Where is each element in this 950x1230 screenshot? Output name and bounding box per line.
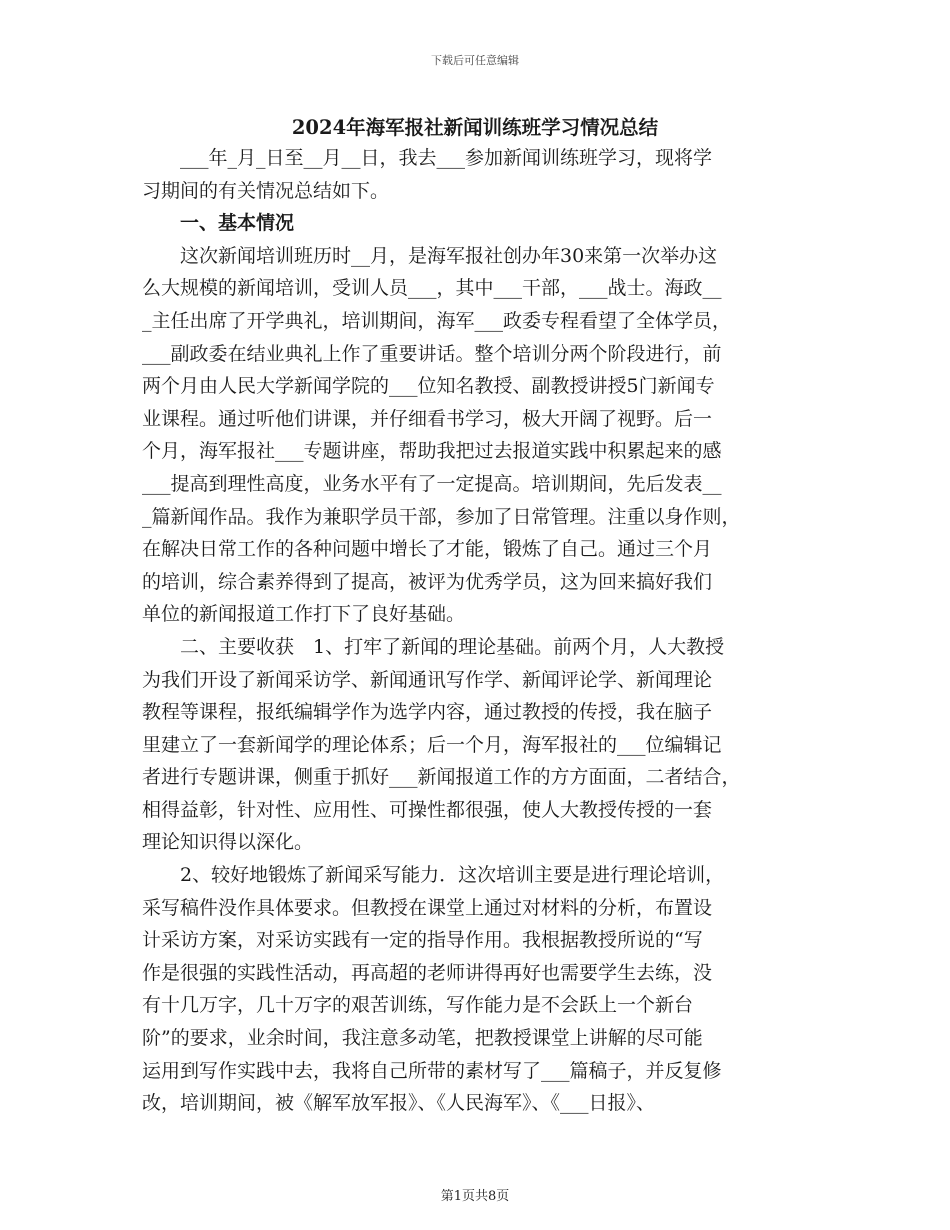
- body-line: 业课程。通过听他们讲课，并仔细看书学习，极大开阔了视野。后一: [142, 407, 713, 430]
- body-line: 有十几万字，几十万字的艰苦训练，写作能力是不会跃上一个新台: [142, 994, 694, 1017]
- body-line: 相得益彰，针对性、应用性、可操性都很强，使人大教授传授的一套: [142, 798, 713, 821]
- document-body: [142, 142, 808, 1120]
- body-line: 2、较好地锻炼了新闻采写能力．这次培训主要是进行理论培训，: [142, 864, 725, 887]
- body-line: 里建立了一套新闻学的理论体系；后一个月，海军报社的___位编辑记: [142, 733, 722, 756]
- body-line: 么大规模的新闻培训，受训人员___，其中___干部，___战士。海政__: [142, 277, 722, 300]
- body-line: _篇新闻作品。我作为兼职学员干部，参加了日常管理。注重以身作则，: [142, 505, 741, 528]
- body-line: 二、主要收获 1、打牢了新闻的理论基础。前两个月，人大教授: [142, 635, 725, 658]
- body-line: ___提高到理性高度，业务水平有了一定提高。培训期间，先后发表__: [142, 472, 722, 495]
- body-line: 在解决日常工作的各种问题中增长了才能，锻炼了自己。通过三个月: [142, 538, 713, 561]
- section-heading: 一、基本情况: [142, 212, 295, 235]
- body-line: 采写稿件没作具体要求。但教授在课堂上通过对材料的分析，布置设: [142, 896, 713, 919]
- page-header-note: 下载后可任意编辑: [431, 54, 519, 67]
- document-title: 2024年海军报社新闻训练班学习情况总结: [291, 116, 659, 139]
- body-line: 个月，海军报社___专题讲座，帮助我把过去报道实践中积累起来的感: [142, 440, 722, 463]
- body-line: 单位的新闻报道工作打下了良好基础。: [142, 603, 466, 626]
- body-line: 计采访方案，对采访实践有一定的指导作用。我根据教授所说的“写: [142, 929, 703, 952]
- body-line: 阶”的要求，业余时间，我注意多动笔，把教授课堂上讲解的尽可能: [142, 1027, 703, 1050]
- body-line: 者进行专题讲课，侧重于抓好___新闻报道工作的方方面面，二者结合，: [142, 766, 741, 789]
- body-line: 理论知识得以深化。: [142, 831, 314, 854]
- body-line: 习期间的有关情况总结如下。: [142, 179, 390, 202]
- body-line: 教程等课程，报纸编辑学作为选学内容，通过教授的传授，我在脑子: [142, 701, 713, 724]
- body-line: _主任出席了开学典礼，培训期间，海军___政委专程看望了全体学员，: [142, 309, 732, 332]
- body-line: 两个月由人民大学新闻学院的___位知名教授、副教授讲授5门新闻专: [142, 375, 715, 398]
- body-line: ___年_月_日至__月__日，我去___参加新闻训练班学习，现将学: [142, 147, 713, 169]
- body-line: ___副政委在结业典礼上作了重要讲话。整个培训分两个阶段进行，前: [142, 342, 722, 365]
- body-line: 改，培训期间，被《解军放军报》、《人民海军》、《___日报》、: [142, 1092, 656, 1115]
- body-line: 作是很强的实践性活动，再高超的老师讲得再好也需要学生去练，没: [142, 961, 713, 984]
- body-line: 的培训，综合素养得到了提高，被评为优秀学员，这为回来搞好我们: [142, 570, 713, 593]
- body-line: 这次新闻培训班历时__月，是海军报社创办年30来第一次举办这: [142, 244, 718, 267]
- body-line: 为我们开设了新闻采访学、新闻通讯写作学、新闻评论学、新闻理论: [142, 668, 713, 691]
- page-number-footer: 第1页共8页: [440, 1189, 510, 1204]
- body-line: 运用到写作实践中去，我将自己所带的素材写了___篇稿子，并反复修: [142, 1059, 722, 1082]
